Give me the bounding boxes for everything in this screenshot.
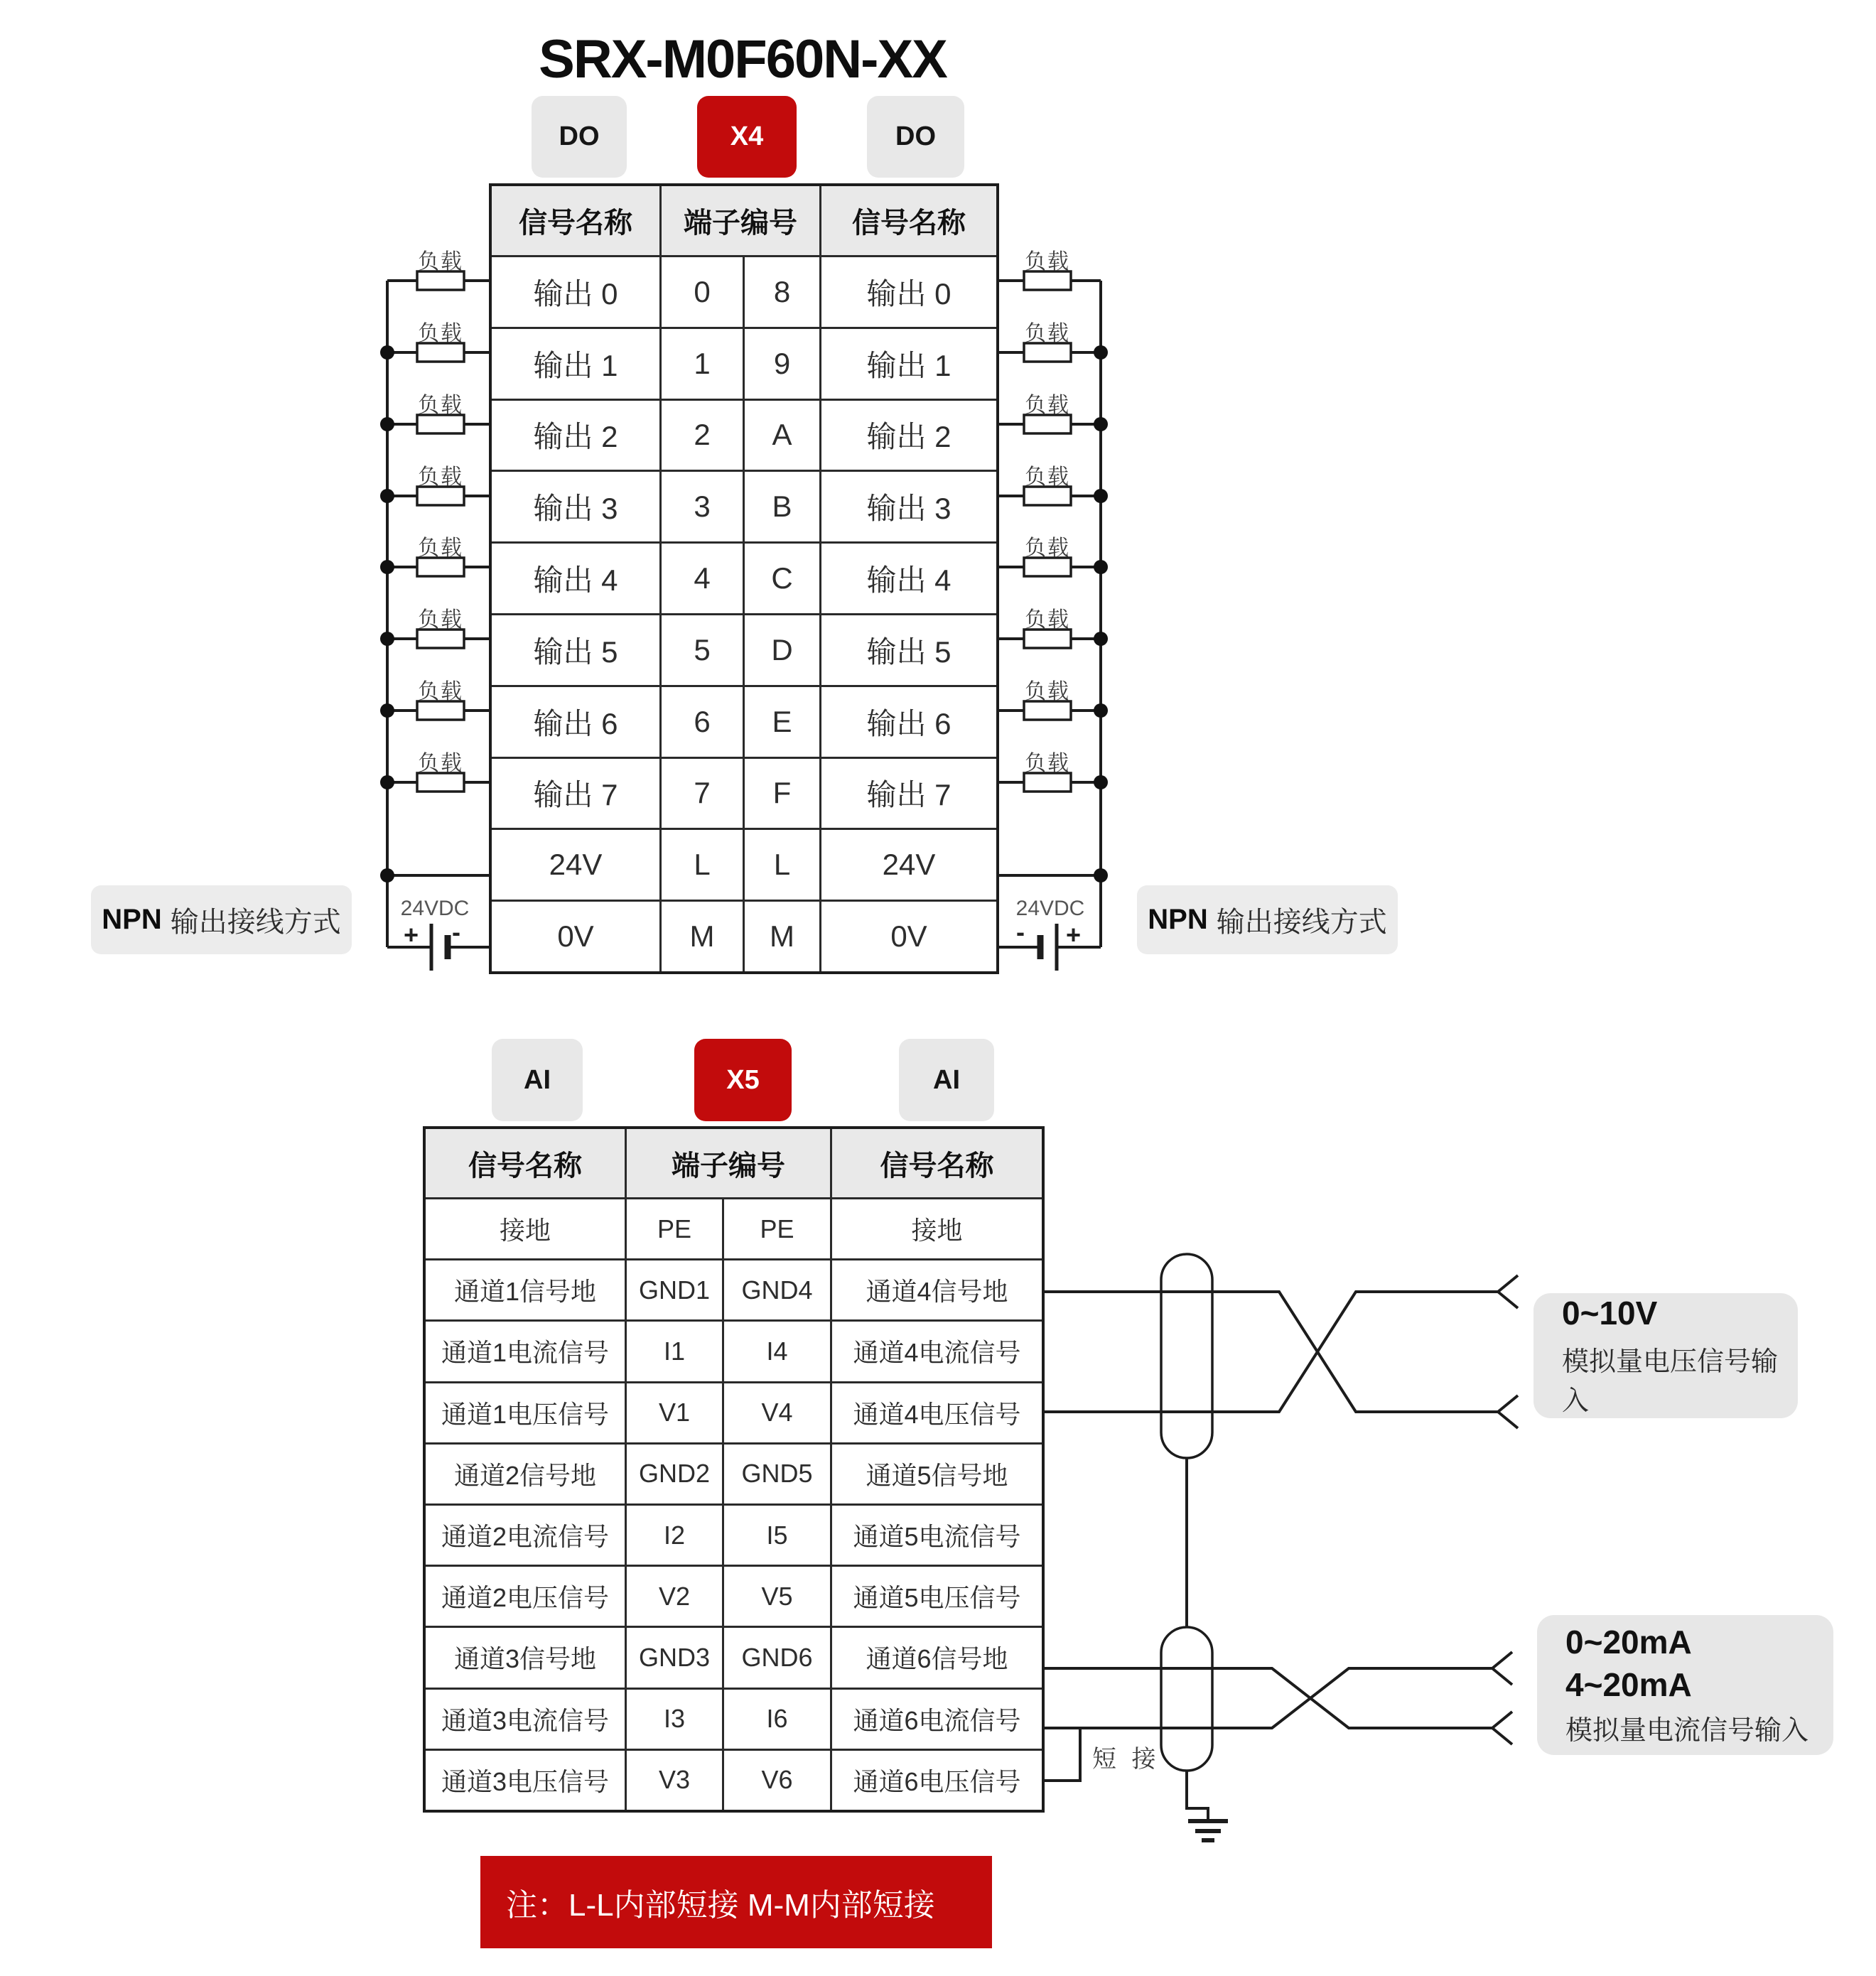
current-range-label: 0~20mA [1565, 1624, 1692, 1661]
npn-label-rest: 输出接线方式 [170, 907, 341, 938]
table-cell: GND2 [625, 1442, 722, 1503]
short-jumper-label: 短 接 [1092, 1746, 1160, 1773]
table-cell: GND1 [625, 1258, 722, 1319]
badge-do-right: DO [867, 96, 964, 178]
table-cell: I6 [722, 1688, 830, 1749]
table-cell: 通道5信号地 [830, 1442, 1042, 1503]
load-label: 负载 [418, 394, 463, 417]
table-cell: 通道5电压信号 [830, 1565, 1042, 1626]
open-connector-icon [1498, 1395, 1518, 1428]
table-cell: 6 [659, 685, 743, 757]
table-header: 信号名称 [819, 186, 996, 255]
table-cell: I5 [722, 1503, 830, 1565]
table-cell: V5 [722, 1565, 830, 1626]
table-cell: 通道3信号地 [426, 1626, 625, 1687]
table-cell: E [743, 685, 819, 757]
table-cell: I1 [625, 1319, 722, 1381]
table-cell: 接地 [426, 1197, 625, 1258]
load-label: 负载 [1025, 394, 1070, 417]
current-range-label: 4~20mA [1565, 1666, 1692, 1703]
table-cell: 通道4电压信号 [830, 1381, 1042, 1442]
load-label: 负载 [418, 680, 463, 703]
table-header: 端子编号 [659, 186, 819, 255]
table-cell: 0V [492, 900, 659, 971]
badge-x5-connector: X5 [694, 1039, 792, 1121]
table-cell: 8 [743, 255, 819, 327]
load-label: 负载 [418, 250, 463, 274]
badge-ai-right: AI [899, 1039, 994, 1121]
table-cell: 输出 5 [492, 613, 659, 685]
battery-plus-label: + [1066, 920, 1082, 949]
table-cell: I4 [722, 1319, 830, 1381]
table-cell: 通道6电压信号 [830, 1749, 1042, 1810]
npn-wiring-mode-label [1137, 885, 1398, 954]
battery-icon [1040, 924, 1057, 971]
battery-icon [431, 924, 448, 971]
short-jumper-wire [1043, 1728, 1080, 1781]
table-cell: V6 [722, 1749, 830, 1810]
current-input-description: 模拟量电流信号输入 [1565, 1716, 1809, 1746]
table-cell: 输出 6 [492, 685, 659, 757]
table-cell: 输出 3 [819, 470, 996, 541]
table-cell: 通道2信号地 [426, 1442, 625, 1503]
voltage-range-label: 0~10V [1562, 1295, 1658, 1332]
table-cell: 24V [492, 828, 659, 900]
table-cell: I2 [625, 1503, 722, 1565]
load-label: 负载 [1025, 752, 1070, 775]
table-cell: GND4 [722, 1258, 830, 1319]
table-cell: 接地 [830, 1197, 1042, 1258]
table-cell: V4 [722, 1381, 830, 1442]
open-connector-icon [1492, 1712, 1512, 1744]
table-cell: 输出 0 [492, 255, 659, 327]
table-cell: 通道3电流信号 [426, 1688, 625, 1749]
table-cell: 通道6电流信号 [830, 1688, 1042, 1749]
npn-wiring-mode-label [91, 885, 352, 954]
table-cell: 0V [819, 900, 996, 971]
table-cell: GND5 [722, 1442, 830, 1503]
battery-minus-label: - [452, 917, 460, 946]
table-cell: M [743, 900, 819, 971]
table-cell: 输出 1 [819, 327, 996, 399]
table-header: 信号名称 [830, 1129, 1042, 1197]
x4-terminal-table [489, 183, 999, 974]
table-cell: GND6 [722, 1626, 830, 1687]
table-cell: 通道2电压信号 [426, 1565, 625, 1626]
table-cell: 通道6信号地 [830, 1626, 1042, 1687]
table-cell: 24V [819, 828, 996, 900]
voltage-input-description: 模拟量电压信号输入 [1562, 1347, 1779, 1416]
table-header: 端子编号 [625, 1129, 830, 1197]
badge-x4-connector: X4 [697, 96, 797, 178]
badge-do-left: DO [532, 96, 627, 178]
table-cell: A [743, 399, 819, 470]
supply-voltage-label: 24VDC [400, 897, 470, 920]
table-cell: D [743, 613, 819, 685]
table-cell: 2 [659, 399, 743, 470]
table-cell: 通道3电压信号 [426, 1749, 625, 1810]
table-cell: 4 [659, 541, 743, 613]
table-header: 信号名称 [426, 1129, 625, 1197]
table-cell: 9 [743, 327, 819, 399]
table-cell: 通道2电流信号 [426, 1503, 625, 1565]
supply-voltage-label: 24VDC [1015, 897, 1085, 920]
table-cell: B [743, 470, 819, 541]
table-cell: 1 [659, 327, 743, 399]
table-cell: 输出 5 [819, 613, 996, 685]
table-cell: 5 [659, 613, 743, 685]
load-label: 负载 [1025, 250, 1070, 274]
load-label: 负载 [418, 536, 463, 560]
table-cell: 通道4电流信号 [830, 1319, 1042, 1381]
open-connector-icon [1492, 1652, 1512, 1685]
table-cell: 3 [659, 470, 743, 541]
npn-label-strong: NPN [102, 904, 162, 935]
load-label: 负载 [418, 322, 463, 345]
battery-minus-label: - [1016, 917, 1025, 946]
table-cell: 输出 3 [492, 470, 659, 541]
table-header: 信号名称 [492, 186, 659, 255]
table-cell: 输出 7 [819, 757, 996, 828]
table-cell: PE [722, 1197, 830, 1258]
table-cell: 通道1电流信号 [426, 1319, 625, 1381]
table-cell: V2 [625, 1565, 722, 1626]
table-cell: 输出 0 [819, 255, 996, 327]
table-cell: M [659, 900, 743, 971]
table-cell: 通道1信号地 [426, 1258, 625, 1319]
table-cell: 输出 4 [492, 541, 659, 613]
table-cell: 通道1电压信号 [426, 1381, 625, 1442]
table-cell: L [659, 828, 743, 900]
table-cell: 输出 1 [492, 327, 659, 399]
page-title: SRX-M0F60N-XX [539, 29, 947, 90]
open-connector-icon [1498, 1275, 1518, 1308]
table-cell: F [743, 757, 819, 828]
table-cell: 输出 4 [819, 541, 996, 613]
load-label: 负载 [1025, 465, 1070, 489]
earth-ground-icon [1187, 1771, 1228, 1840]
table-cell: 7 [659, 757, 743, 828]
table-cell: 输出 2 [492, 399, 659, 470]
npn-label-strong: NPN [1148, 904, 1208, 935]
internal-short-note: 注：L-L内部短接 M-M内部短接 [480, 1856, 992, 1948]
table-cell: PE [625, 1197, 722, 1258]
npn-label-rest: 输出接线方式 [1216, 907, 1387, 938]
table-cell: 输出 7 [492, 757, 659, 828]
load-label: 负载 [1025, 680, 1070, 703]
table-cell: V1 [625, 1381, 722, 1442]
cable-shield-icon [1161, 1254, 1212, 1458]
table-cell: L [743, 828, 819, 900]
load-label: 负载 [418, 752, 463, 775]
load-label: 负载 [418, 608, 463, 632]
table-cell: 输出 2 [819, 399, 996, 470]
load-label: 负载 [1025, 536, 1070, 560]
x5-terminal-table [423, 1126, 1045, 1813]
table-cell: GND3 [625, 1626, 722, 1687]
table-cell: 0 [659, 255, 743, 327]
cable-shield-icon [1161, 1627, 1212, 1771]
current-input-label-box [1537, 1615, 1833, 1755]
battery-plus-label: + [404, 920, 419, 949]
table-cell: C [743, 541, 819, 613]
table-cell: V3 [625, 1749, 722, 1810]
table-cell: 通道4信号地 [830, 1258, 1042, 1319]
table-cell: I3 [625, 1688, 722, 1749]
load-label: 负载 [418, 465, 463, 489]
voltage-input-label-box [1533, 1293, 1798, 1418]
table-cell: 输出 6 [819, 685, 996, 757]
load-label: 负载 [1025, 608, 1070, 632]
badge-ai-left: AI [492, 1039, 583, 1121]
table-cell: 通道5电流信号 [830, 1503, 1042, 1565]
load-label: 负载 [1025, 322, 1070, 345]
